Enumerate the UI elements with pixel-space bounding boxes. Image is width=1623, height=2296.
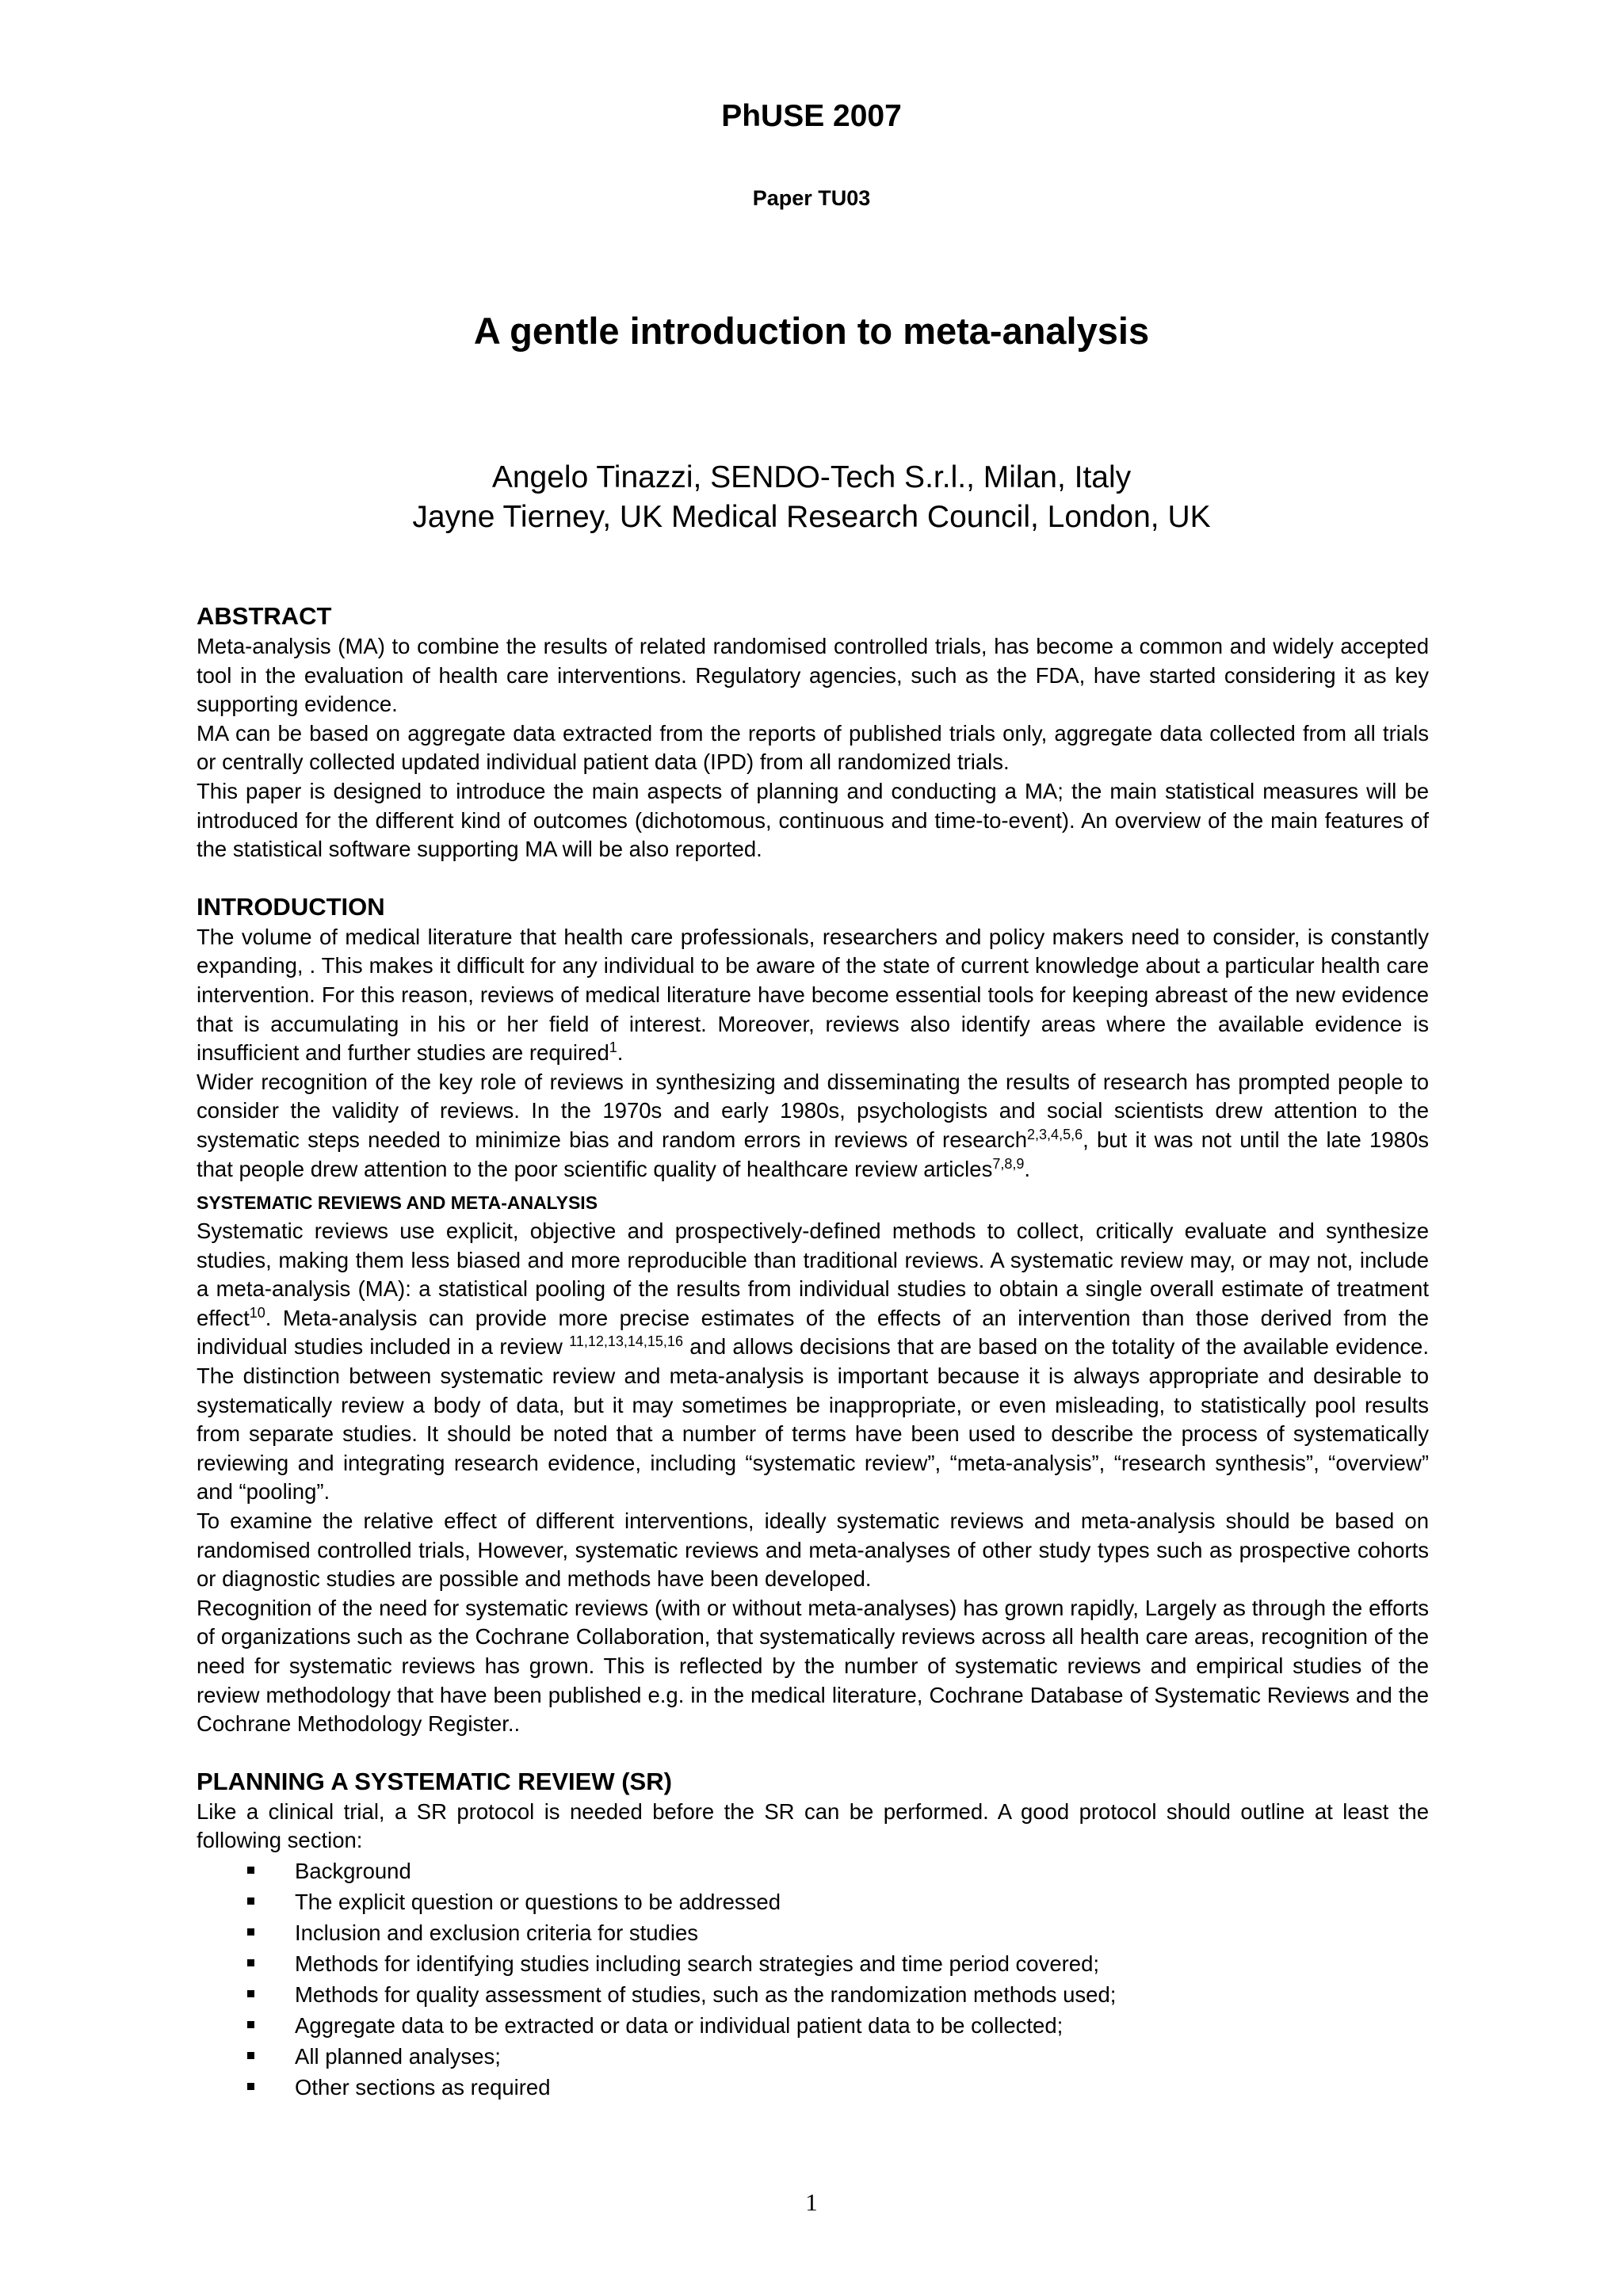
intro-p2-text-a: Wider recognition of the key role of reviews in synthesizing and disseminating the results of research has prompted people to consider the validity of reviews. In the 1970s and early 1980s, psychologists and social scientists drew attention to the systematic steps needed to minimize bias and random errors in reviews of research	[197, 1069, 1429, 1152]
intro-p2-text-b: , but it was not until the late 1980s that people drew attention to the poor scientific quality of healthcare review articles	[197, 1127, 1429, 1181]
paper-body	[197, 601, 1429, 2103]
systematic-paragraph-1	[197, 1217, 1429, 1507]
list-item-text: Inclusion and exclusion criteria for studies	[295, 1920, 699, 1945]
systematic-paragraph-3: Recognition of the need for systematic reviews (with or without meta-analyses) has grown rapidly, Largely as through the efforts of organizations such as the Cochrane Collaboration, that systematically reviews across all health care areas, recognition of the need for systematic reviews has grown. This is reflected by the number of systematic reviews and empirical studies of the review methodology that have been published e.g. in the medical literature, Cochrane Database of Systematic Reviews and the Cochrane Methodology Register..	[197, 1595, 1429, 1737]
list-item-text: All planned analyses;	[295, 2043, 501, 2069]
paper-title: A gentle introduction to meta-analysis	[473, 310, 1150, 352]
intro-p1-text: The volume of medical literature that health care professionals, researchers and policy makers need to consider, is constantly expanding, . This makes it difficult for any individual to be aware of the state of current knowledge about a particular health care intervention. For this reason, reviews of medical literature have become essential tools for keeping abreast of the new evidence that is accumulating in his or her field of interest. Moreover, reviews also identify areas where the available evidence is insufficient and further studies are required	[197, 924, 1429, 1066]
introduction-section	[197, 891, 1429, 1184]
introduction-paragraph-1	[197, 923, 1429, 1068]
abstract-section	[197, 601, 1429, 864]
planning-heading: PLANNING A SYSTEMATIC REVIEW (SR)	[197, 1767, 672, 1795]
abstract-heading: ABSTRACT	[197, 602, 332, 630]
planning-section	[197, 1766, 1429, 2103]
intro-p2-end: .	[1024, 1156, 1031, 1181]
list-item-text: The explicit question or questions to be addressed	[295, 1889, 781, 1914]
sys-p1-text-b: . Meta-analysis can provide more precise estimates of the effects of an intervention than those derived from the individual studies included in a review	[197, 1305, 1429, 1360]
introduction-heading: INTRODUCTION	[197, 892, 385, 921]
citation-superscript: 10	[249, 1304, 265, 1321]
intro-p1-end: .	[617, 1040, 624, 1066]
square-bullet-icon	[247, 1990, 254, 1997]
systematic-paragraph-2: To examine the relative effect of different interventions, ideally systematic reviews and meta-analysis should be based on randomised controlled trials, However, systematic reviews and meta-analyses of other study types such as prospective cohorts or diagnostic studies are possible and methods have been developed.	[197, 1508, 1429, 1592]
list-item	[197, 2041, 1429, 2072]
list-item	[197, 2010, 1429, 2041]
list-item-text: Other sections as required	[295, 2074, 551, 2100]
author-line-2: Jayne Tierney, UK Medical Research Council, London, UK	[412, 500, 1211, 534]
introduction-paragraph-2	[197, 1068, 1429, 1184]
abstract-paragraph-2: MA can be based on aggregate data extracted from the reports of published trials only, aggregate data collected from all trials or centrally collected updated individual patient data (IPD) from all randomized trials.	[197, 720, 1429, 775]
conference-name: PhUSE 2007	[721, 99, 902, 133]
list-item	[197, 1979, 1429, 2010]
paper-id: Paper TU03	[752, 186, 871, 210]
list-item	[197, 1917, 1429, 1948]
systematic-reviews-section	[197, 1190, 1429, 1739]
square-bullet-icon	[247, 2021, 254, 2028]
abstract-paragraph-1: Meta-analysis (MA) to combine the results of related randomised controlled trials, has become a common and widely accepted tool in the evaluation of health care interventions. Regulatory agencies, such as the FDA, have started considering it as key supporting evidence.	[197, 634, 1429, 717]
square-bullet-icon	[247, 1867, 254, 1874]
author-line-1: Angelo Tinazzi, SENDO-Tech S.r.l., Milan, Italy	[491, 460, 1132, 494]
list-item	[197, 1855, 1429, 1886]
list-item-text: Methods for identifying studies including search strategies and time period covered;	[295, 1951, 1100, 1976]
square-bullet-icon	[247, 1928, 254, 1936]
citation-superscript: 2,3,4,5,6	[1027, 1126, 1083, 1142]
list-item	[197, 1948, 1429, 1979]
square-bullet-icon	[247, 2083, 254, 2090]
list-item	[197, 1886, 1429, 1917]
list-item-text: Aggregate data to be extracted or data or individual patient data to be collected;	[295, 2012, 1064, 2038]
citation-superscript: 11,12,13,14,15,16	[569, 1333, 683, 1350]
square-bullet-icon	[247, 1959, 254, 1966]
list-item-text: Background	[295, 1858, 411, 1883]
citation-superscript: 1	[609, 1039, 617, 1055]
protocol-sections-list	[197, 1855, 1429, 2103]
square-bullet-icon	[247, 1897, 254, 1905]
systematic-reviews-heading: SYSTEMATIC REVIEWS AND META-ANALYSIS	[197, 1192, 598, 1214]
sys-p1-text-a: Systematic reviews use explicit, objective and prospectively-defined methods to collect, critically evaluate and synthesize studies, making them less biased and more reproducible than traditional reviews. A systematic review may, or may not, include a meta-analysis (MA): a statistical pooling of the results from individual studies to obtain a single overall estimate of treatment effect	[197, 1219, 1429, 1330]
planning-intro: Like a clinical trial, a SR protocol is needed before the SR can be performed. A good protocol should outline at least the following section:	[197, 1798, 1429, 1853]
page-number: 1	[805, 2188, 818, 2216]
abstract-paragraph-3: This paper is designed to introduce the main aspects of planning and conducting a MA; the main statistical measures will be introduced for the different kind of outcomes (dichotomous, continuous and time-to-event). An overview of the main features of the statistical software supporting MA will be also reported.	[197, 778, 1429, 862]
citation-superscript: 7,8,9	[992, 1155, 1025, 1172]
list-item	[197, 2072, 1429, 2103]
square-bullet-icon	[247, 2052, 254, 2059]
sys-p1-text-c: and allows decisions that are based on the totality of the available evidence. The distinction between systematic review and meta-analysis is important because it is always appropriate and desirable to systematically review a body of data, but it may sometimes be inappropriate, or even misleading, to statistically pool results from separate studies. It should be noted that a number of terms have been used to describe the process of systematically reviewing and integrating research evidence, including “systematic review”, “meta-analysis”, “research synthesis”, “overview” and “pooling”.	[197, 1334, 1429, 1505]
list-item-text: Methods for quality assessment of studies, such as the randomization methods used;	[295, 1981, 1117, 2007]
